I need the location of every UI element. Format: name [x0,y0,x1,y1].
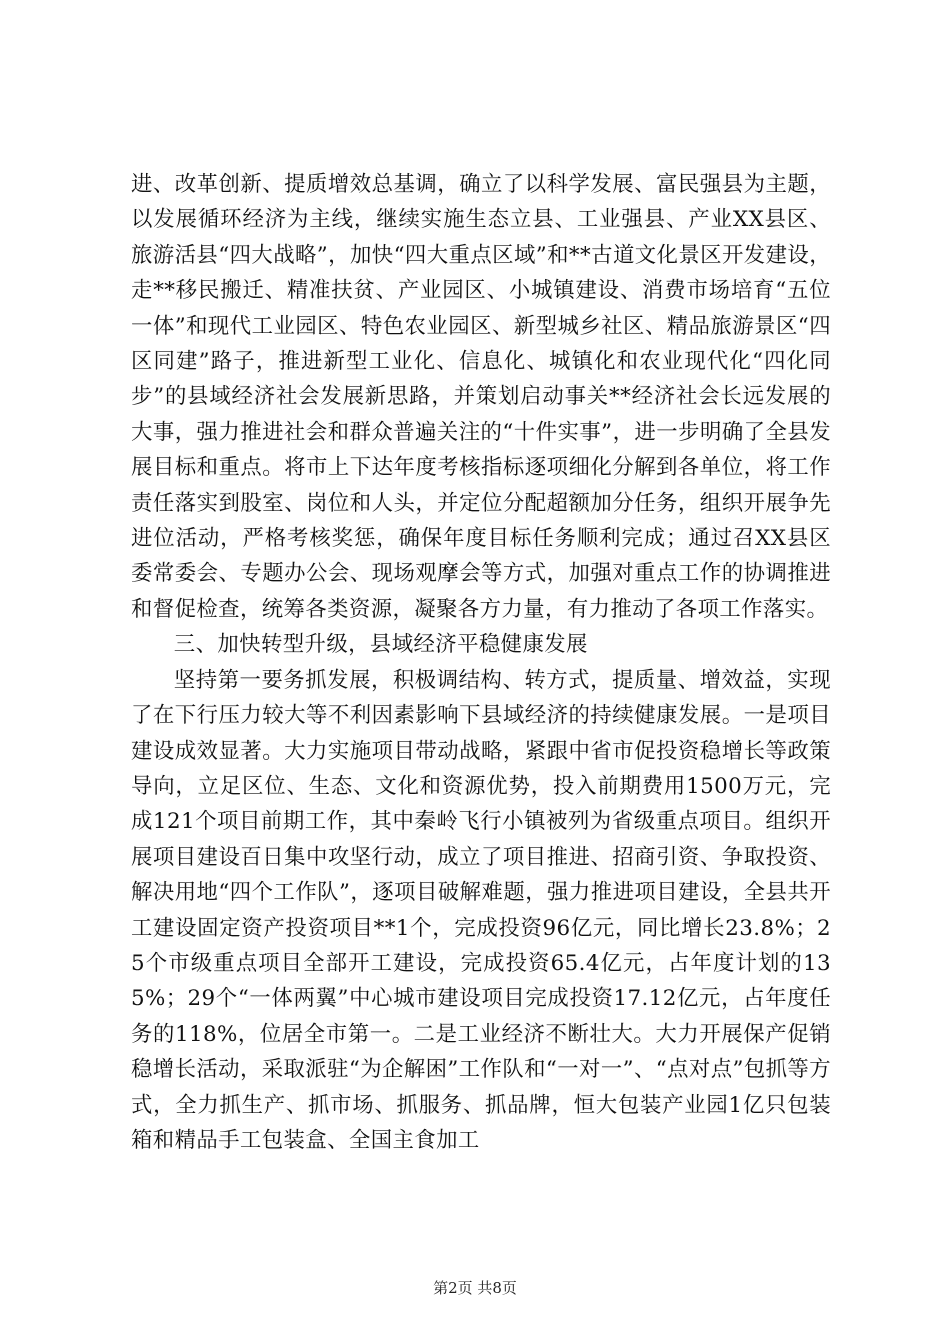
document-body [131,167,831,1158]
section-heading: 三、加快转型升级，县域经济平稳健康发展 [173,632,588,658]
paragraph-continued: 进、改革创新、提质增效总基调，确立了以科学发展、富民强县为主题，以发展循环经济为主线，继续实施生态立县、工业强县、产业XX县区、旅游活县“四大战略”，加快“四大重点区域”和**古道文化景区开发建设，走**移民搬迁、精准扶贫、产业园区、小城镇建设、消费市场培育“五位一体”和现代工业园区、特色农业园区、新型城乡社区、精品旅游景区“四区同建”路子，推进新型工业化、信息化、城镇化和农业现代化“四化同步”的县域经济社会发展新思路，并策划启动事关**经济社会长远发展的大事，强力推进社会和群众普遍关注的“十件实事”，进一步明确了全县发展目标和重点。将市上下达年度考核指标逐项细化分解到各单位，将工作责任落实到股室、岗位和人头，并定位分配超额加分任务，组织开展争先进位活动，严格考核奖惩，确保年度目标任务顺利完成；通过召XX县区委常委会、专题办公会、现场观摩会等方式，加强对重点工作的协调推进和督促检查，统筹各类资源，凝聚各方力量，有力推动了各项工作落实。 [131,172,831,622]
paragraph: 坚持第一要务抓发展，积极调结构、转方式，提质量、增效益，实现了在下行压力较大等不利因素影响下县域经济的持续健康发展。一是项目建设成效显著。大力实施项目带动战略，紧跟中省市促投资稳增长等政策导向，立足区位、生态、文化和资源优势，投入前期费用1500万元，完成121个项目前期工作，其中秦岭飞行小镇被列为省级重点项目。组织开展项目建设百日集中攻坚行动，成立了项目推进、招商引资、争取投资、解决用地“四个工作队”，逐项目破解难题，强力推进项目建设，全县共开工建设固定资产投资项目**1个，完成投资96亿元，同比增长23.8%；25个市级重点项目全部开工建设，完成投资65.4亿元，占年度计划的135%；29个“一体两翼”中心城市建设项目完成投资17.12亿元，占年度任务的118%，位居全市第一。二是工业经济不断壮大。大力开展保产促销稳增长活动，采取派驻“为企解困”工作队和“一对一”、“点对点”包抓等方式，全力抓生产、抓市场、抓服务、抓品牌，恒大包装产业园1亿只包装箱和精品手工包装盒、全国主食加工 [131,667,831,1153]
page-footer: 第2页 共8页 [433,1279,517,1297]
